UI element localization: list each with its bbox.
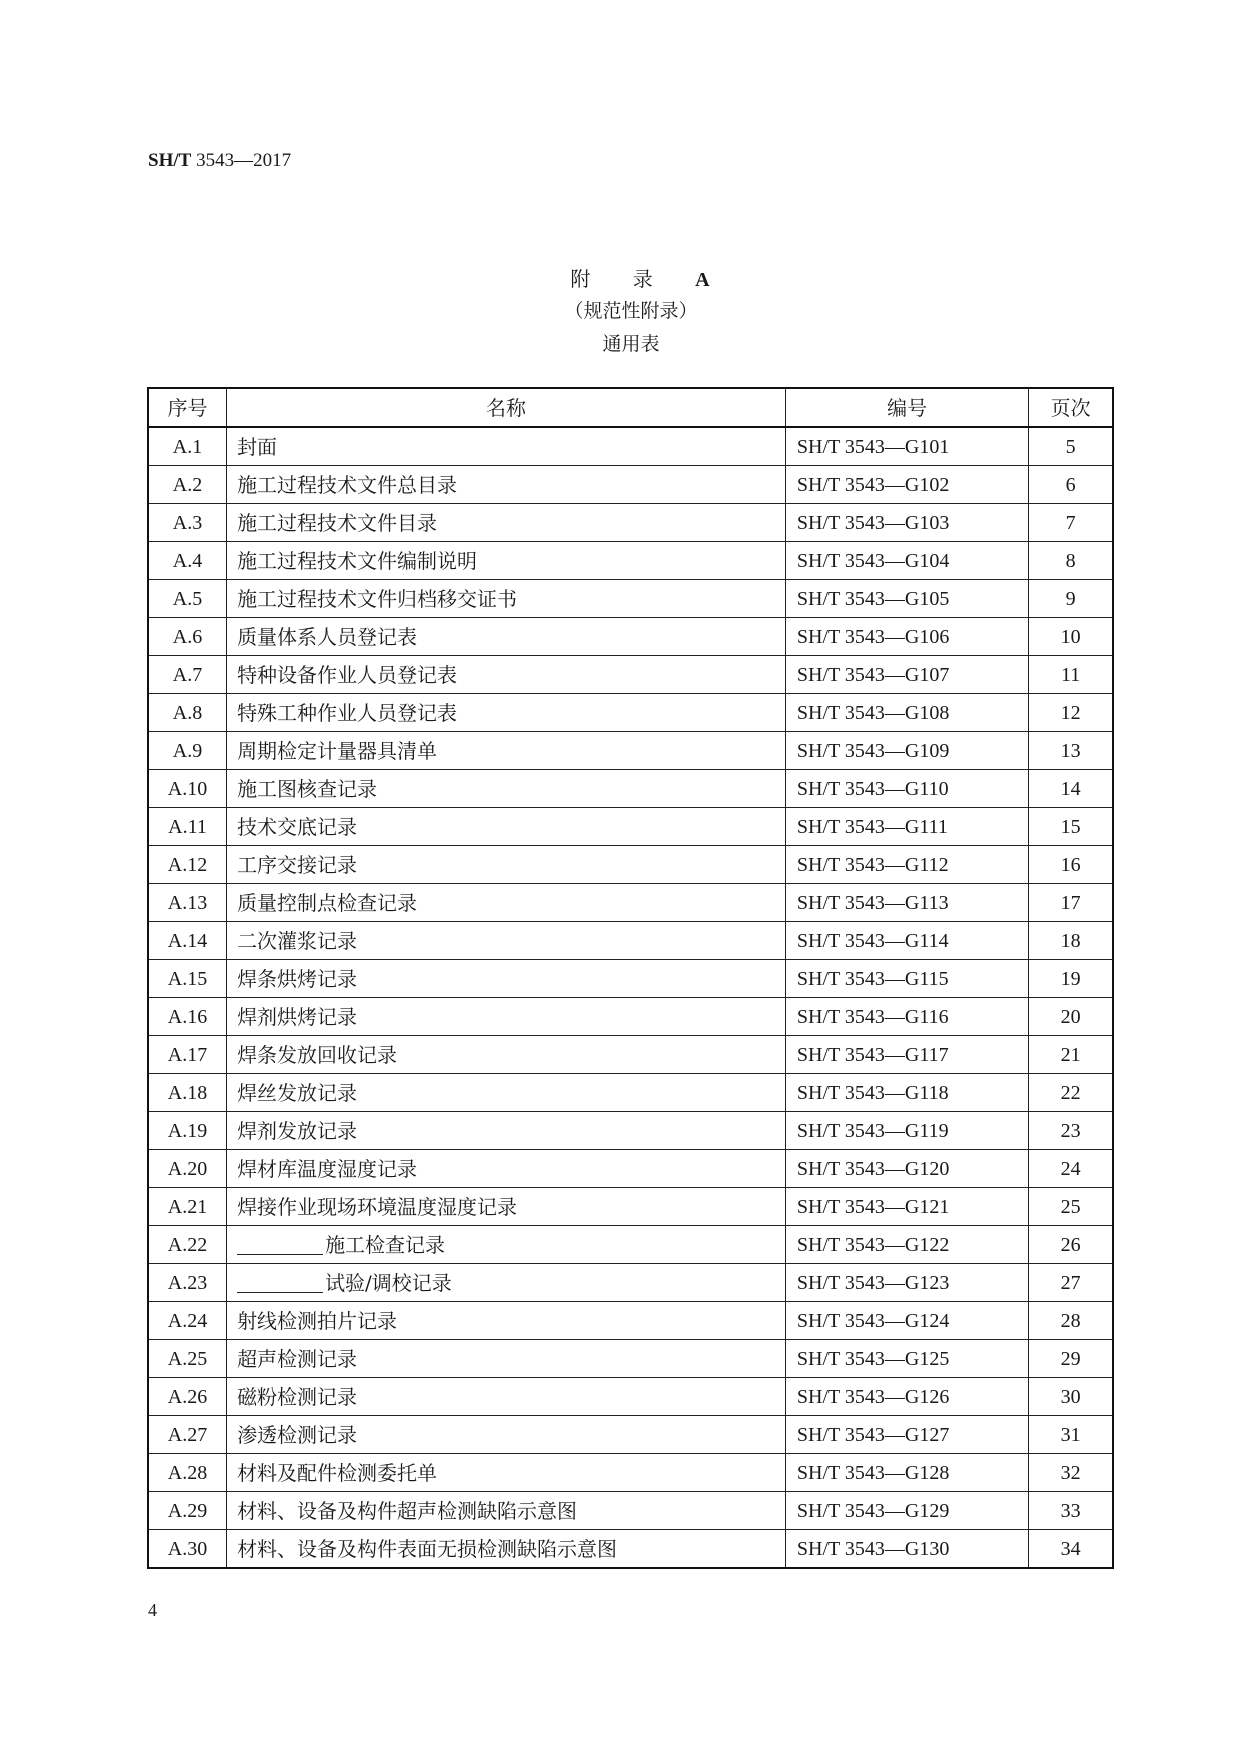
form-name: 焊条烘烤记录 <box>227 960 786 998</box>
appendix-title-word: 附 录 <box>570 267 671 291</box>
page-ref: 23 <box>1029 1112 1113 1150</box>
forms-table <box>147 387 1114 1569</box>
column-header-code: 编号 <box>785 388 1028 427</box>
row-number: A.5 <box>148 580 227 618</box>
row-number: A.9 <box>148 732 227 770</box>
form-name: 焊丝发放记录 <box>227 1074 786 1112</box>
row-number: A.17 <box>148 1036 227 1074</box>
form-code: SH/T 3543—G110 <box>785 770 1028 808</box>
page-ref: 19 <box>1029 960 1113 998</box>
row-number: A.29 <box>148 1492 227 1530</box>
table-row <box>148 1454 1113 1492</box>
page-ref: 22 <box>1029 1074 1113 1112</box>
form-name: 材料及配件检测委托单 <box>227 1454 786 1492</box>
page-ref: 7 <box>1029 504 1113 542</box>
form-code: SH/T 3543—G117 <box>785 1036 1028 1074</box>
form-code: SH/T 3543—G124 <box>785 1302 1028 1340</box>
form-code: SH/T 3543—G121 <box>785 1188 1028 1226</box>
page-ref: 31 <box>1029 1416 1113 1454</box>
form-name: 焊剂烘烤记录 <box>227 998 786 1036</box>
table-row <box>148 618 1113 656</box>
form-name: 施工过程技术文件总目录 <box>227 466 786 504</box>
row-number: A.22 <box>148 1226 227 1264</box>
page-ref: 34 <box>1029 1530 1113 1569</box>
form-name: 技术交底记录 <box>227 808 786 846</box>
row-number: A.1 <box>148 427 227 466</box>
form-code: SH/T 3543—G126 <box>785 1378 1028 1416</box>
page-ref: 5 <box>1029 427 1113 466</box>
form-name: 焊接作业现场环境温度湿度记录 <box>227 1188 786 1226</box>
form-code: SH/T 3543—G122 <box>785 1226 1028 1264</box>
table-row <box>148 694 1113 732</box>
appendix-name: 通用表 <box>602 333 660 355</box>
appendix-subtitle: （规范性附录） <box>564 300 698 322</box>
appendix-title-letter: A <box>695 269 710 291</box>
form-name: 封面 <box>227 427 786 466</box>
form-name <box>227 1264 786 1302</box>
row-number: A.8 <box>148 694 227 732</box>
form-code: SH/T 3543—G130 <box>785 1530 1028 1569</box>
standard-number <box>148 150 291 172</box>
form-name: 施工过程技术文件目录 <box>227 504 786 542</box>
table-row <box>148 504 1113 542</box>
page-ref: 18 <box>1029 922 1113 960</box>
row-number: A.25 <box>148 1340 227 1378</box>
page-ref: 30 <box>1029 1378 1113 1416</box>
row-number: A.4 <box>148 542 227 580</box>
form-code: SH/T 3543—G106 <box>785 618 1028 656</box>
form-name: 射线检测拍片记录 <box>227 1302 786 1340</box>
form-code: SH/T 3543—G111 <box>785 808 1028 846</box>
table-row <box>148 1416 1113 1454</box>
form-code: SH/T 3543—G108 <box>785 694 1028 732</box>
form-code: SH/T 3543—G105 <box>785 580 1028 618</box>
row-number: A.12 <box>148 846 227 884</box>
form-name-text: 试验/调校记录 <box>325 1270 452 1295</box>
page-ref: 9 <box>1029 580 1113 618</box>
fill-in-blank <box>237 1274 323 1293</box>
form-name: 施工过程技术文件归档移交证书 <box>227 580 786 618</box>
form-name: 施工过程技术文件编制说明 <box>227 542 786 580</box>
page-ref: 6 <box>1029 466 1113 504</box>
form-name: 工序交接记录 <box>227 846 786 884</box>
table-row <box>148 1492 1113 1530</box>
row-number: A.16 <box>148 998 227 1036</box>
table-row <box>148 1226 1113 1264</box>
row-number: A.7 <box>148 656 227 694</box>
page-ref: 26 <box>1029 1226 1113 1264</box>
page-ref: 33 <box>1029 1492 1113 1530</box>
form-name: 二次灌浆记录 <box>227 922 786 960</box>
table-row <box>148 580 1113 618</box>
table-row <box>148 1378 1113 1416</box>
page-ref: 21 <box>1029 1036 1113 1074</box>
table-row <box>148 998 1113 1036</box>
form-code: SH/T 3543—G123 <box>785 1264 1028 1302</box>
table-row <box>148 770 1113 808</box>
row-number: A.3 <box>148 504 227 542</box>
form-name: 焊剂发放记录 <box>227 1112 786 1150</box>
page-ref: 8 <box>1029 542 1113 580</box>
form-code: SH/T 3543—G114 <box>785 922 1028 960</box>
form-name <box>227 1226 786 1264</box>
table-row <box>148 960 1113 998</box>
form-code: SH/T 3543—G119 <box>785 1112 1028 1150</box>
row-number: A.20 <box>148 1150 227 1188</box>
page-ref: 12 <box>1029 694 1113 732</box>
row-number: A.28 <box>148 1454 227 1492</box>
form-name: 特种设备作业人员登记表 <box>227 656 786 694</box>
form-code: SH/T 3543—G116 <box>785 998 1028 1036</box>
table-row <box>148 1302 1113 1340</box>
form-name: 质量体系人员登记表 <box>227 618 786 656</box>
table-row <box>148 884 1113 922</box>
form-name: 超声检测记录 <box>227 1340 786 1378</box>
page-ref: 11 <box>1029 656 1113 694</box>
page-ref: 29 <box>1029 1340 1113 1378</box>
form-code: SH/T 3543—G115 <box>785 960 1028 998</box>
page-ref: 27 <box>1029 1264 1113 1302</box>
table-row <box>148 922 1113 960</box>
form-code: SH/T 3543—G118 <box>785 1074 1028 1112</box>
row-number: A.14 <box>148 922 227 960</box>
form-name: 焊条发放回收记录 <box>227 1036 786 1074</box>
page-ref: 10 <box>1029 618 1113 656</box>
row-number: A.24 <box>148 1302 227 1340</box>
form-name: 周期检定计量器具清单 <box>227 732 786 770</box>
table-row <box>148 732 1113 770</box>
form-code: SH/T 3543—G107 <box>785 656 1028 694</box>
row-number: A.13 <box>148 884 227 922</box>
page-ref: 28 <box>1029 1302 1113 1340</box>
row-number: A.11 <box>148 808 227 846</box>
table-row <box>148 1112 1113 1150</box>
page-ref: 32 <box>1029 1454 1113 1492</box>
form-name: 渗透检测记录 <box>227 1416 786 1454</box>
table-row <box>148 1074 1113 1112</box>
table-row <box>148 808 1113 846</box>
row-number: A.6 <box>148 618 227 656</box>
appendix-title <box>0 263 1241 292</box>
form-code: SH/T 3543—G125 <box>785 1340 1028 1378</box>
row-number: A.15 <box>148 960 227 998</box>
row-number: A.2 <box>148 466 227 504</box>
form-code: SH/T 3543—G103 <box>785 504 1028 542</box>
page-number: 4 <box>148 1600 157 1620</box>
page-ref: 13 <box>1029 732 1113 770</box>
table-row <box>148 466 1113 504</box>
row-number: A.23 <box>148 1264 227 1302</box>
form-name: 焊材库温度湿度记录 <box>227 1150 786 1188</box>
table-row <box>148 1036 1113 1074</box>
form-code: SH/T 3543—G129 <box>785 1492 1028 1530</box>
fill-in-blank <box>237 1236 323 1255</box>
row-number: A.26 <box>148 1378 227 1416</box>
page-ref: 25 <box>1029 1188 1113 1226</box>
page-ref: 15 <box>1029 808 1113 846</box>
table-row <box>148 1150 1113 1188</box>
page-ref: 16 <box>1029 846 1113 884</box>
form-name: 特殊工种作业人员登记表 <box>227 694 786 732</box>
row-number: A.30 <box>148 1530 227 1569</box>
form-name-text: 施工检查记录 <box>325 1232 446 1257</box>
form-name: 质量控制点检查记录 <box>227 884 786 922</box>
form-code: SH/T 3543—G112 <box>785 846 1028 884</box>
form-code: SH/T 3543—G113 <box>785 884 1028 922</box>
page-ref: 14 <box>1029 770 1113 808</box>
form-code: SH/T 3543—G102 <box>785 466 1028 504</box>
form-name: 材料、设备及构件超声检测缺陷示意图 <box>227 1492 786 1530</box>
table-row <box>148 1340 1113 1378</box>
form-code: SH/T 3543—G128 <box>785 1454 1028 1492</box>
table-header-row <box>148 388 1113 427</box>
form-name: 磁粉检测记录 <box>227 1378 786 1416</box>
standard-year: 3543—2017 <box>191 150 292 171</box>
column-header-no: 序号 <box>148 388 227 427</box>
form-code: SH/T 3543—G127 <box>785 1416 1028 1454</box>
table-row <box>148 1530 1113 1569</box>
row-number: A.19 <box>148 1112 227 1150</box>
table-row <box>148 542 1113 580</box>
table-row <box>148 846 1113 884</box>
form-code: SH/T 3543—G104 <box>785 542 1028 580</box>
page-ref: 17 <box>1029 884 1113 922</box>
form-name: 材料、设备及构件表面无损检测缺陷示意图 <box>227 1530 786 1569</box>
table-row <box>148 427 1113 466</box>
column-header-name: 名称 <box>227 388 786 427</box>
standard-code: SH/T <box>148 150 192 171</box>
page-ref: 24 <box>1029 1150 1113 1188</box>
form-code: SH/T 3543—G101 <box>785 427 1028 466</box>
row-number: A.27 <box>148 1416 227 1454</box>
table-row <box>148 1264 1113 1302</box>
form-name: 施工图核查记录 <box>227 770 786 808</box>
form-code: SH/T 3543—G120 <box>785 1150 1028 1188</box>
row-number: A.18 <box>148 1074 227 1112</box>
column-header-page: 页次 <box>1029 388 1113 427</box>
row-number: A.21 <box>148 1188 227 1226</box>
table-row <box>148 1188 1113 1226</box>
page-ref: 20 <box>1029 998 1113 1036</box>
table-row <box>148 656 1113 694</box>
row-number: A.10 <box>148 770 227 808</box>
form-code: SH/T 3543—G109 <box>785 732 1028 770</box>
